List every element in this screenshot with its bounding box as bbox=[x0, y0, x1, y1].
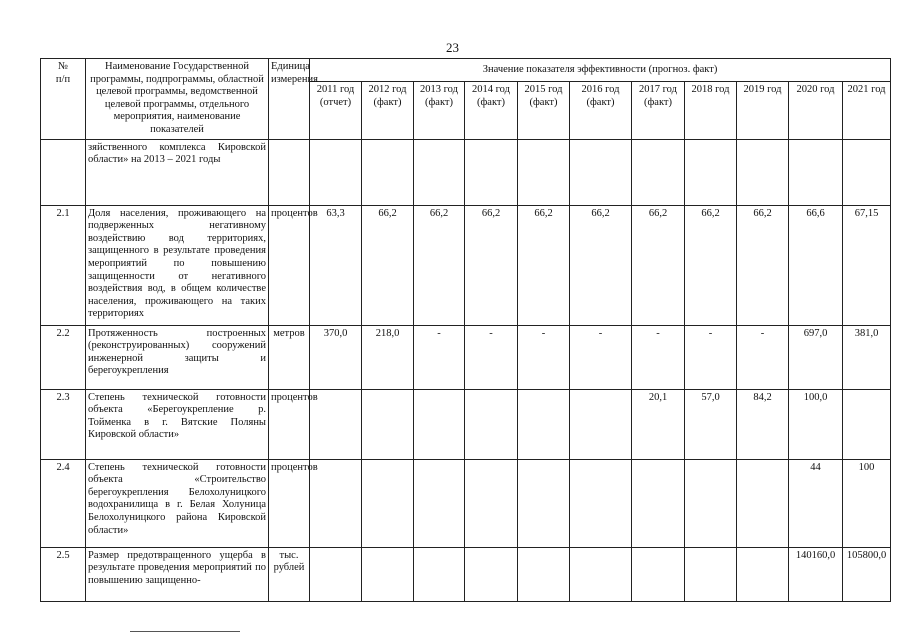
header-year-label: 2018 год bbox=[691, 84, 730, 95]
header-year-note: (отчет) bbox=[319, 96, 352, 108]
header-year-label: 2011 год bbox=[316, 84, 355, 95]
indicator-value bbox=[310, 139, 362, 205]
header-row-top bbox=[41, 59, 891, 82]
header-year-label: 2017 год bbox=[639, 84, 677, 95]
header-year-label: 2016 год bbox=[581, 84, 620, 95]
table-body bbox=[41, 139, 891, 601]
indicator-value: 57,0 bbox=[685, 389, 737, 459]
indicator-value: 44 bbox=[789, 459, 843, 547]
header-year-note: (факт) bbox=[643, 96, 672, 108]
indicator-value bbox=[518, 459, 570, 547]
page-number: 23 bbox=[446, 40, 459, 55]
indicator-value bbox=[362, 547, 414, 601]
table-row bbox=[41, 389, 891, 459]
indicator-value bbox=[737, 459, 789, 547]
indicator-value bbox=[685, 459, 737, 547]
header-year-label: 2019 год bbox=[743, 84, 782, 95]
indicator-value: 66,2 bbox=[570, 205, 632, 325]
indicator-value bbox=[465, 139, 518, 205]
indicator-value: - bbox=[737, 325, 789, 389]
indicator-value bbox=[362, 139, 414, 205]
indicator-unit: тыс. рублей bbox=[269, 547, 310, 601]
indicator-value: 66,2 bbox=[414, 205, 465, 325]
indicator-value bbox=[518, 139, 570, 205]
header-year-label: 2013 год bbox=[420, 84, 458, 95]
header-year-note: (факт) bbox=[529, 96, 558, 108]
indicator-value bbox=[414, 547, 465, 601]
indicator-value bbox=[310, 547, 362, 601]
header-year bbox=[737, 82, 789, 140]
indicator-value: - bbox=[414, 325, 465, 389]
indicator-name: зяйственного комплекса Кировской области» на 2013 – 2021 годы bbox=[86, 139, 269, 205]
indicator-name: Степень технической готовности объекта «Берегоукрепление р. Тойменка в г. Вятские Поляны Кировской области» bbox=[86, 389, 269, 459]
indicator-value bbox=[465, 547, 518, 601]
indicator-value: 105800,0 bbox=[843, 547, 891, 601]
indicator-value bbox=[789, 139, 843, 205]
indicator-value bbox=[570, 389, 632, 459]
header-unit: Единица измерения bbox=[269, 59, 310, 140]
header-year-label: 2014 год bbox=[472, 84, 510, 95]
indicator-value: 66,2 bbox=[685, 205, 737, 325]
indicator-value: 63,3 bbox=[310, 205, 362, 325]
indicator-value bbox=[737, 547, 789, 601]
header-year bbox=[570, 82, 632, 140]
indicator-value bbox=[465, 389, 518, 459]
indicator-value bbox=[632, 547, 685, 601]
indicator-value: 381,0 bbox=[843, 325, 891, 389]
header-year bbox=[789, 82, 843, 140]
indicator-value: 84,2 bbox=[737, 389, 789, 459]
indicator-value bbox=[414, 139, 465, 205]
header-year bbox=[518, 82, 570, 140]
header-year-label: 2012 год bbox=[368, 84, 407, 95]
header-year bbox=[465, 82, 518, 140]
indicator-value bbox=[737, 139, 789, 205]
indicator-value: 140160,0 bbox=[789, 547, 843, 601]
header-name: Наименование Государственной программы, подпрограммы, областной целевой программы, ведомственной целевой программы, отдельного мероприятия, наименование показателей bbox=[86, 59, 269, 140]
header-year-note: (факт) bbox=[586, 96, 615, 108]
indicator-value: - bbox=[518, 325, 570, 389]
header-year-note: (факт) bbox=[424, 96, 453, 108]
indicator-value: - bbox=[632, 325, 685, 389]
indicator-value: 100,0 bbox=[789, 389, 843, 459]
indicator-value bbox=[632, 459, 685, 547]
indicator-value: 66,6 bbox=[789, 205, 843, 325]
indicator-unit: процентов bbox=[269, 205, 310, 325]
indicator-value bbox=[843, 139, 891, 205]
header-num: № п/п bbox=[41, 59, 86, 140]
indicator-value: 66,2 bbox=[518, 205, 570, 325]
header-year bbox=[362, 82, 414, 140]
indicator-value: 697,0 bbox=[789, 325, 843, 389]
row-number bbox=[41, 139, 86, 205]
indicator-value: 370,0 bbox=[310, 325, 362, 389]
table-row bbox=[41, 205, 891, 325]
table-row bbox=[41, 139, 891, 205]
header-year-label: 2015 год bbox=[524, 84, 563, 95]
header-year bbox=[414, 82, 465, 140]
table-row bbox=[41, 325, 891, 389]
footer-rule bbox=[130, 631, 240, 632]
indicator-unit bbox=[269, 139, 310, 205]
indicator-value bbox=[632, 139, 685, 205]
indicator-value bbox=[518, 547, 570, 601]
indicator-name: Доля населения, проживающего на подверженных негативному воздействию вод территориях, защищенного в результате проведения мероприятий по повышению защищенности от негативного воздействия вод, в общем количестве населения, проживающего на таких территориях bbox=[86, 205, 269, 325]
header-year bbox=[310, 82, 362, 140]
header-year-note: (факт) bbox=[373, 96, 402, 108]
indicator-name: Протяженность построенных (реконструированных) сооружений инженерной защиты и берегоукрепления bbox=[86, 325, 269, 389]
row-number: 2.4 bbox=[41, 459, 86, 547]
table-row bbox=[41, 459, 891, 547]
header-values-group: Значение показателя эффективности (прогноз. факт) bbox=[310, 59, 891, 82]
indicator-value bbox=[843, 389, 891, 459]
indicator-value bbox=[570, 459, 632, 547]
indicator-value bbox=[685, 139, 737, 205]
table-row bbox=[41, 547, 891, 601]
indicator-unit: процентов bbox=[269, 389, 310, 459]
indicator-name: Степень технической готовности объекта «Строительство берегоукрепления Белохолуницкого водохранилища в г. Белая Холуница Белохолуницкого района Кировской области» bbox=[86, 459, 269, 547]
indicator-value bbox=[570, 547, 632, 601]
indicator-value bbox=[570, 139, 632, 205]
header-year-label: 2020 год bbox=[796, 84, 835, 95]
indicator-value: 66,2 bbox=[737, 205, 789, 325]
indicator-value: 67,15 bbox=[843, 205, 891, 325]
indicator-value bbox=[414, 459, 465, 547]
indicator-unit: метров bbox=[269, 325, 310, 389]
header-year-label: 2021 год bbox=[847, 84, 886, 95]
row-number: 2.3 bbox=[41, 389, 86, 459]
indicators-table bbox=[40, 58, 891, 602]
indicator-name: Размер предотвращенного ущерба в результате проведения мероприятий по повышению защищенно- bbox=[86, 547, 269, 601]
header-year bbox=[632, 82, 685, 140]
indicator-value: 100 bbox=[843, 459, 891, 547]
indicator-value bbox=[465, 459, 518, 547]
header-year bbox=[843, 82, 891, 140]
indicator-value: 20,1 bbox=[632, 389, 685, 459]
row-number: 2.1 bbox=[41, 205, 86, 325]
indicator-value bbox=[362, 389, 414, 459]
header-year-note: (факт) bbox=[476, 96, 505, 108]
indicator-unit: процентов bbox=[269, 459, 310, 547]
indicator-value bbox=[414, 389, 465, 459]
indicator-value: 66,2 bbox=[465, 205, 518, 325]
header-year bbox=[685, 82, 737, 140]
row-number: 2.5 bbox=[41, 547, 86, 601]
indicator-value: 66,2 bbox=[632, 205, 685, 325]
indicator-value: - bbox=[685, 325, 737, 389]
indicator-value bbox=[362, 459, 414, 547]
indicator-value: 66,2 bbox=[362, 205, 414, 325]
indicator-value bbox=[518, 389, 570, 459]
indicator-value bbox=[685, 547, 737, 601]
indicator-value: 218,0 bbox=[362, 325, 414, 389]
indicator-value: - bbox=[570, 325, 632, 389]
indicator-value: - bbox=[465, 325, 518, 389]
row-number: 2.2 bbox=[41, 325, 86, 389]
